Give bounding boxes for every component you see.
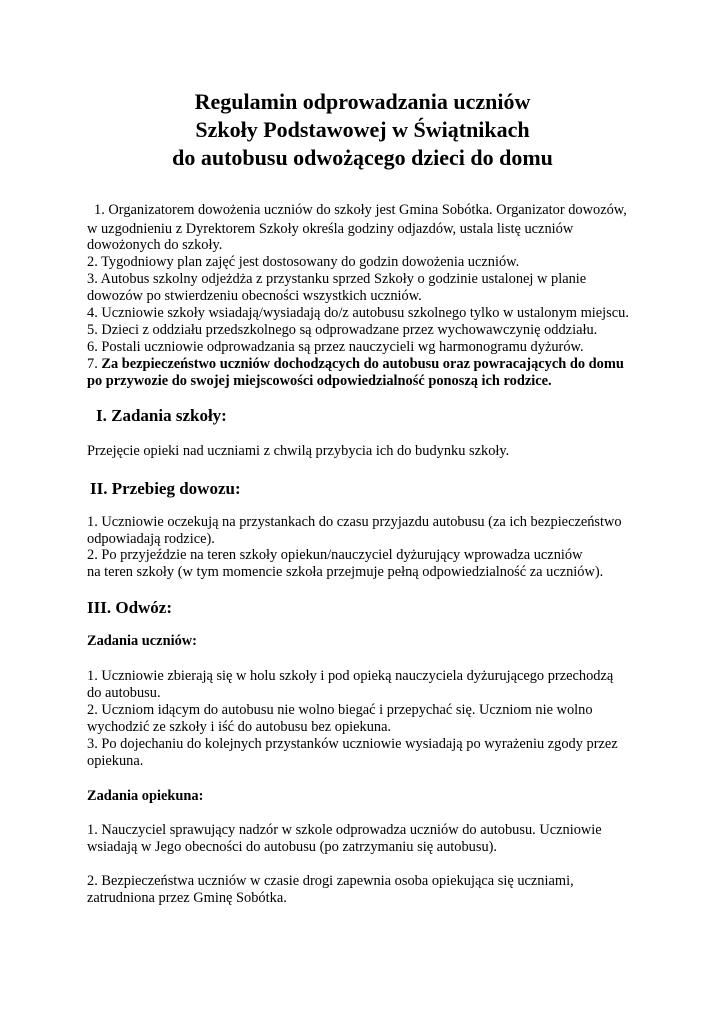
section-1-text: Przejęcie opieki nad uczniami z chwilą przybycia ich do budynku szkoły. xyxy=(87,443,510,459)
student-duty-2-line-2: wychodzić ze szkoły i iść do autobusu bez opiekuna. xyxy=(87,719,392,735)
rule-1-line-2: w uzgodnieniu z Dyrektorem Szkoły określa godziny odjazdów, ustala listę uczniów xyxy=(87,221,574,237)
rule-3-line-2: dowozów po stwierdzeniu obecności wszystkich uczniów. xyxy=(87,288,422,304)
section-2-heading: II. Przebieg dowozu: xyxy=(90,479,241,498)
rule-7-number: 7. xyxy=(87,356,102,372)
rule-7-bold-text: Za bezpieczeństwo uczniów dochodzących do autobusu oraz powracających do domu xyxy=(101,356,624,372)
rule-5: 5. Dzieci z oddziału przedszkolnego są odprowadzane przez wychowawczynię oddziału. xyxy=(87,322,598,338)
guardian-duty-1-line-1: 1. Nauczyciel sprawujący nadzór w szkole odprowadza uczniów do autobusu. Uczniowie xyxy=(87,822,602,838)
guardian-duty-1-line-2: wsiadają w Jego obecności do autobusu (po zatrzymaniu się autobusu). xyxy=(87,839,498,855)
rule-7-line-1 xyxy=(87,356,624,373)
section-1-heading: I. Zadania szkoły: xyxy=(96,406,227,425)
document-title-line-1: Regulamin odprowadzania uczniów xyxy=(194,89,531,114)
student-duty-3-line-2: opiekuna. xyxy=(87,753,144,769)
guardian-duties-subheading: Zadania opiekuna: xyxy=(87,788,204,804)
rule-6: 6. Postali uczniowie odprowadzania są przez nauczycieli wg harmonogramu dyżurów. xyxy=(87,339,584,355)
guardian-duty-2-line-2: zatrudniona przez Gminę Sobótka. xyxy=(87,890,287,906)
document-title-line-3: do autobusu odwożącego dzieci do domu xyxy=(172,145,553,170)
rule-1-line-3: dowożonych do szkoły. xyxy=(87,237,223,253)
section-2-item-2-line-2: na teren szkoły (w tym momencie szkoła przejmuje pełną odpowiedzialność za uczniów). xyxy=(87,564,604,580)
section-2-item-1-line-2: odpowiadają rodzice). xyxy=(87,531,215,547)
rule-2: 2. Tygodniowy plan zajęć jest dostosowany do godzin dowożenia uczniów. xyxy=(87,254,520,270)
student-duty-1-line-2: do autobusu. xyxy=(87,685,161,701)
document-title-line-2: Szkoły Podstawowej w Świątnikach xyxy=(195,117,530,142)
student-duty-2-line-1: 2. Uczniom idącym do autobusu nie wolno biegać i przepychać się. Uczniom nie wolno xyxy=(87,702,593,718)
rule-4: 4. Uczniowie szkoły wsiadają/wysiadają do/z autobusu szkolnego tylko w ustalonym miejscu. xyxy=(87,305,629,321)
rule-3-line-1: 3. Autobus szkolny odjeżdża z przystanku sprzed Szkoły o godzinie ustalonej w planie xyxy=(87,271,587,287)
section-3-heading: III. Odwóz: xyxy=(87,598,173,617)
guardian-duty-2-line-1: 2. Bezpieczeństwa uczniów w czasie drogi zapewnia osoba opiekująca się uczniami, xyxy=(87,873,574,889)
student-duty-1-line-1: 1. Uczniowie zbierają się w holu szkoły i pod opieką nauczyciela dyżurującego przechodzą xyxy=(87,668,614,684)
student-duties-subheading: Zadania uczniów: xyxy=(87,633,197,649)
student-duty-3-line-1: 3. Po dojechaniu do kolejnych przystanków uczniowie wysiadają po wyrażeniu zgody przez xyxy=(87,736,618,752)
section-2-item-2-line-1: 2. Po przyjeździe na teren szkoły opiekun/nauczyciel dyżurujący wprowadza uczniów xyxy=(87,547,583,563)
rule-1-line-1: 1. Organizatorem dowożenia uczniów do szkoły jest Gmina Sobótka. Organizator dowozów, xyxy=(94,202,627,218)
section-2-item-1-line-1: 1. Uczniowie oczekują na przystankach do czasu przyjazdu autobusu (za ich bezpieczeństwo xyxy=(87,514,622,530)
rule-7-line-2: po przywozie do swojej miejscowości odpowiedzialność ponoszą ich rodzice. xyxy=(87,373,552,389)
